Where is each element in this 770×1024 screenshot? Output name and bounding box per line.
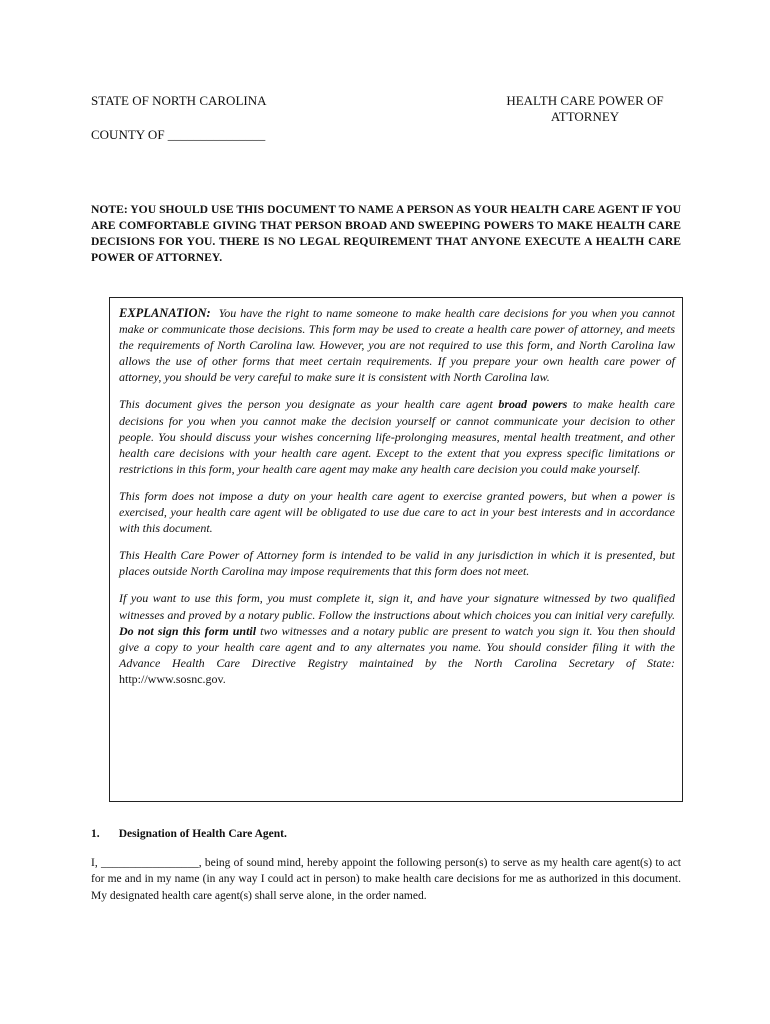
section-1-title: Designation of Health Care Agent. bbox=[118, 828, 287, 840]
state-heading: STATE OF NORTH CAROLINA bbox=[91, 93, 267, 108]
explanation-p2-before: This document gives the person you designate as your health care agent bbox=[119, 397, 499, 412]
explanation-p1-text: You have the right to name someone to make health care decisions for you when you cannot make or communicate those decisions. This form may be used to create a health care power of attorney, and meets the requirements of North Carolina law. However, you are not required to use this form, and North Carolina law allows the use of other forms that meet certain requirements. If you prepare your own health care power of attorney, you should be very careful to make sure it is consistent with North Carolina law. bbox=[119, 306, 675, 385]
section-1-heading bbox=[91, 826, 287, 842]
explanation-label: EXPLANATION: bbox=[119, 306, 211, 320]
section-1-number: 1. bbox=[91, 828, 100, 840]
explanation-text bbox=[119, 305, 675, 698]
explanation-paragraph-4: This Health Care Power of Attorney form is intended to be valid in any jurisdiction in which it is presented, but places outside North Carolina may impose requirements that this form does not meet. bbox=[119, 548, 675, 579]
registry-url: http://www.sosnc.gov. bbox=[119, 671, 226, 686]
legal-note: NOTE: YOU SHOULD USE THIS DOCUMENT TO NAME A PERSON AS YOUR HEALTH CARE AGENT IF YOU ARE COMFORTABLE GIVING THAT PERSON BROAD AND SWEEPING POWERS TO MAKE HEALTH CARE DECISIONS FOR YOU. THERE IS NO LEGAL REQUIREMENT THAT ANYONE EXECUTE A HEALTH CARE POWER OF ATTORNEY. bbox=[91, 203, 681, 264]
designation-paragraph: I, _________________, being of sound mind, hereby appoint the following person(s) to serve as my health care agent(s) to act for me and in my name (in any way I could act in person) to make health care decisions for me as authorized in this document. My designated health care agent(s) shall serve alone, in the order named. bbox=[91, 857, 681, 902]
explanation-box bbox=[109, 297, 683, 802]
explanation-p5-after: two witnesses and a notary public are present to watch you sign it. You then should give a copy to your health care agent and to any alternates you name. You should consider filing it with the Advance Health Care Directive Registry maintained by the North Carolina Secretary of State: bbox=[119, 623, 675, 670]
explanation-paragraph-3: This form does not impose a duty on your health care agent to exercise granted powers, but when a power is exercised, your health care agent will be obligated to use due care to act in your best interests and in accordance with this document. bbox=[119, 488, 675, 536]
explanation-p2-emphasis: broad powers bbox=[498, 397, 568, 412]
explanation-p5-before: If you want to use this form, you must complete it, sign it, and have your signature witnessed by two qualified witnesses and proved by a notary public. Follow the instructions about which choices you can initial very carefully. bbox=[119, 591, 675, 622]
document-title: HEALTH CARE POWER OF ATTORNEY bbox=[506, 93, 664, 124]
explanation-p2-after: to make health care decisions for you when you cannot make the decision yourself or cannot communicate your decision to other people. You should discuss your wishes concerning life-prolonging measures, mental health treatment, and other health care decisions with your health care agent. Except to the extent that you express specific limitations or restrictions in this form, your health care agent may make any health care decision you could make yourself. bbox=[119, 397, 675, 476]
county-field: COUNTY OF _______________ bbox=[91, 127, 266, 142]
explanation-paragraph-5 bbox=[119, 590, 675, 687]
explanation-paragraph-2 bbox=[119, 396, 675, 476]
explanation-p5-emphasis: Do not sign this form until bbox=[119, 623, 257, 638]
explanation-paragraph-1 bbox=[119, 305, 675, 385]
